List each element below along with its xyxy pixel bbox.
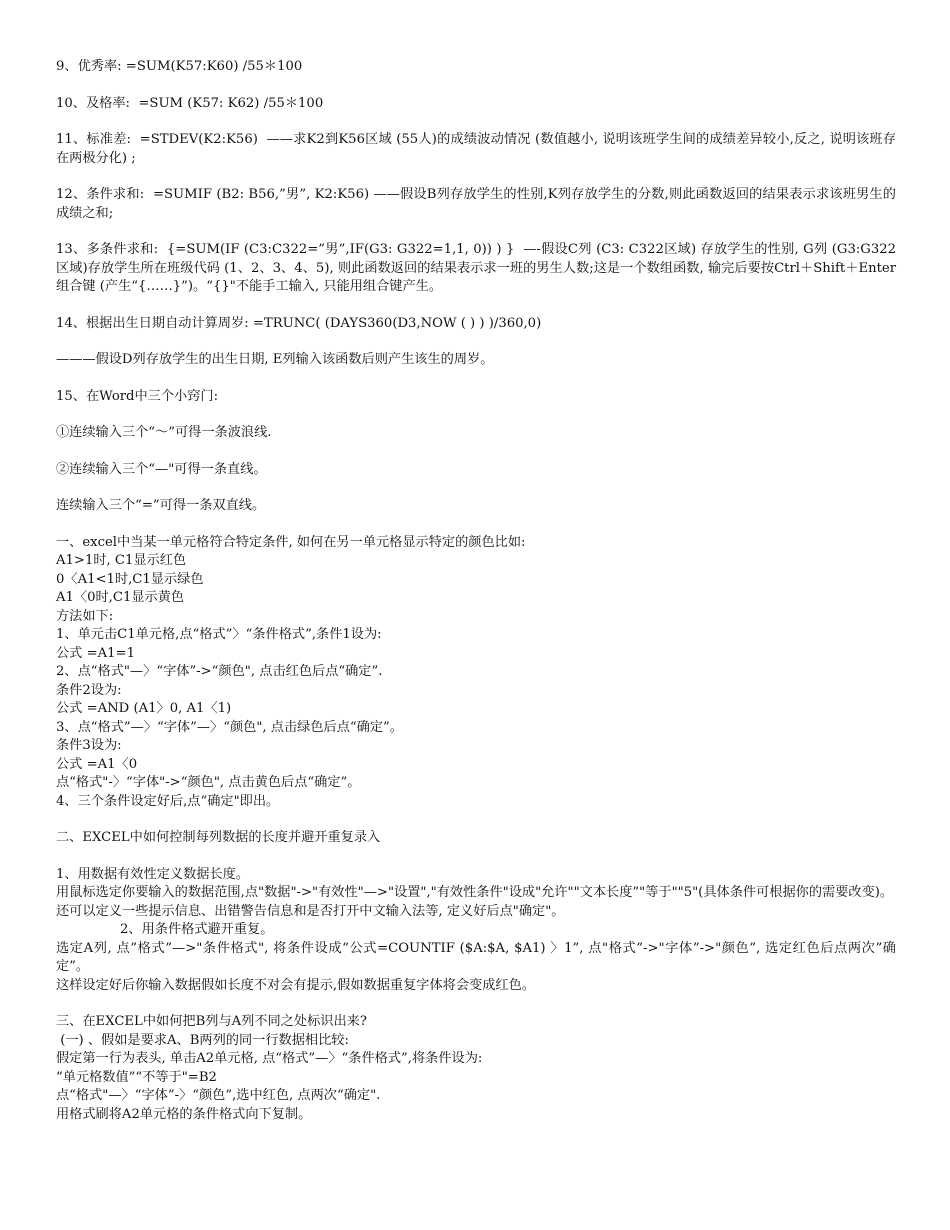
document-page xyxy=(56,58,896,1124)
section-line: 公式 =AND (A1〉0, A1〈1) xyxy=(56,701,232,716)
section-line: 点“格式"—〉“字体”-〉“颜色”,选中红色, 点两次“确定". xyxy=(56,1088,381,1103)
section-3-column-compare xyxy=(56,1013,896,1124)
section-line: A1〈0时,C1显示黄色 xyxy=(56,590,185,605)
item-11-std-dev: 11、标准差: =STDEV(K2:K56) ——求K2到K56区域 (55人)的成绩波动情况 (数值越小, 说明该班学生间的成绩差异较小,反之, 说明该班存在两极分化) ; xyxy=(56,132,896,166)
section-line: 条件2设为: xyxy=(56,682,122,698)
section-line: 公式 =A1=1 xyxy=(56,645,135,661)
section-line: 1、单元击C1单元格,点“格式”〉“条件格式”,条件1设为: xyxy=(56,627,382,642)
section-step: 2、用条件格式避开重复。 xyxy=(120,922,274,937)
item-15-tip-line: ②连续输入三个“—"可得一条直线。 xyxy=(56,461,267,477)
section-line: 三、在EXCEL中如何把B列与A列不同之处标识出来? xyxy=(56,1014,367,1029)
section-line: 2、点“格式"—〉“字体”->“颜色", 点击红色后点“确定”. xyxy=(56,664,383,679)
section-line: 3、点“格式”—〉“字体”—〉“颜色", 点击绿色后点“确定”。 xyxy=(56,719,403,735)
section-line: 方法如下: xyxy=(56,608,114,624)
section-line: A1>1时, C1显示红色 xyxy=(56,553,187,568)
section-line: 假定第一行为表头, 单击A2单元格, 点“格式”—〉“条件格式”,将条件设为: xyxy=(56,1051,483,1066)
item-15-tip-double: 连续输入三个“=”可得一条双直线。 xyxy=(56,498,266,513)
item-12-sumif: 12、条件求和: =SUMIF (B2: B56,”男”, K2:K56) ——假设B列存放学生的性别,K列存放学生的分数,则此函数返回的结果表示求该班男生的成绩之和; xyxy=(56,187,896,221)
section-step-desc: 选定A列, 点”格式”—>"条件格式", 将条件设成“公式=COUNTIF ($A:$A, $A1) 〉1”, 点"格式”->"字体”->"颜色”, 选定红色后点两次”确定”。 xyxy=(56,940,896,974)
section-line: “单元格数值”“不等于"=B2 xyxy=(56,1069,217,1085)
section-step-note: 这样设定好后你输入数据假如长度不对会有提示,假如数据重复字体将会变成红色。 xyxy=(56,977,535,993)
item-14-note: ———假设D列存放学生的出生日期, E列输入该函数后则产生该生的周岁。 xyxy=(56,352,494,367)
section-line: (一) 、假如是要求A、B两列的同一行数据相比较: xyxy=(56,1032,349,1048)
section-2-data-validation xyxy=(56,829,896,995)
item-15-tip-wave: ①连续输入三个“～”可得一条波浪线. xyxy=(56,425,272,440)
section-line: 公式 =A1〈0 xyxy=(56,756,138,772)
section-step: 1、用数据有效性定义数据长度。 xyxy=(56,866,250,882)
section-1-conditional-color xyxy=(56,534,896,812)
item-9-excellence-rate: 9、优秀率: =SUM(K57:K60) /55＊100 xyxy=(56,59,303,74)
section-line: 0〈A1<1时,C1显示绿色 xyxy=(56,571,204,587)
item-10-pass-rate: 10、及格率: =SUM (K57: K62) /55＊100 xyxy=(56,95,324,111)
section-line: 点“格式"-〉“字体"->“颜色", 点击黄色后点“确定”。 xyxy=(56,775,361,790)
section-line: 条件3设为: xyxy=(56,738,122,753)
section-line: 用格式刷将A2单元格的条件格式向下复制。 xyxy=(56,1106,312,1122)
item-14-age: 14、根据出生日期自动计算周岁: =TRUNC( (DAYS360(D3,NOW ( ) ) )/360,0) xyxy=(56,315,542,331)
item-15-word-tips: 15、在Word中三个小窍门: xyxy=(56,388,219,404)
section-step-note: 还可以定义一些提示信息、出错警告信息和是否打开中文输入法等, 定义好后点"确定"。 xyxy=(56,903,565,919)
section-line: 一、excel中当某一单元格符合特定条件, 如何在另一单元格显示特定的颜色比如: xyxy=(56,534,526,550)
section-title: 二、EXCEL中如何控制每列数据的长度并避开重复录入 xyxy=(56,830,381,845)
section-line: 4、三个条件设定好后,点“确定"即出。 xyxy=(56,793,280,809)
item-13-multi-sum: 13、多条件求和: {=SUM(IF (C3:C322=”男”,IF(G3: G322=1,1, 0)) ) } —-假设C列 (C3: C322区域) 存放学生的性别, G列 (G3:G322区域)存放学生所在班级代码 (1、2、3、4、5), 则此函数返回的结果表示求一班的男生人数;这是一个数组函数, 输完后要按Ctrl＋Shift＋Enter组合键 (产生“{……}”)。“{}"不能手工输入, 只能用组合键产生。 xyxy=(56,242,896,294)
section-step-desc: 用鼠标选定你要输入的数据范围,点"数据"->"有效性"—>"设置","有效性条件"设成"允许""文本长度”"等于""5"(具体条件可根据你的需要改变)。 xyxy=(56,885,894,900)
